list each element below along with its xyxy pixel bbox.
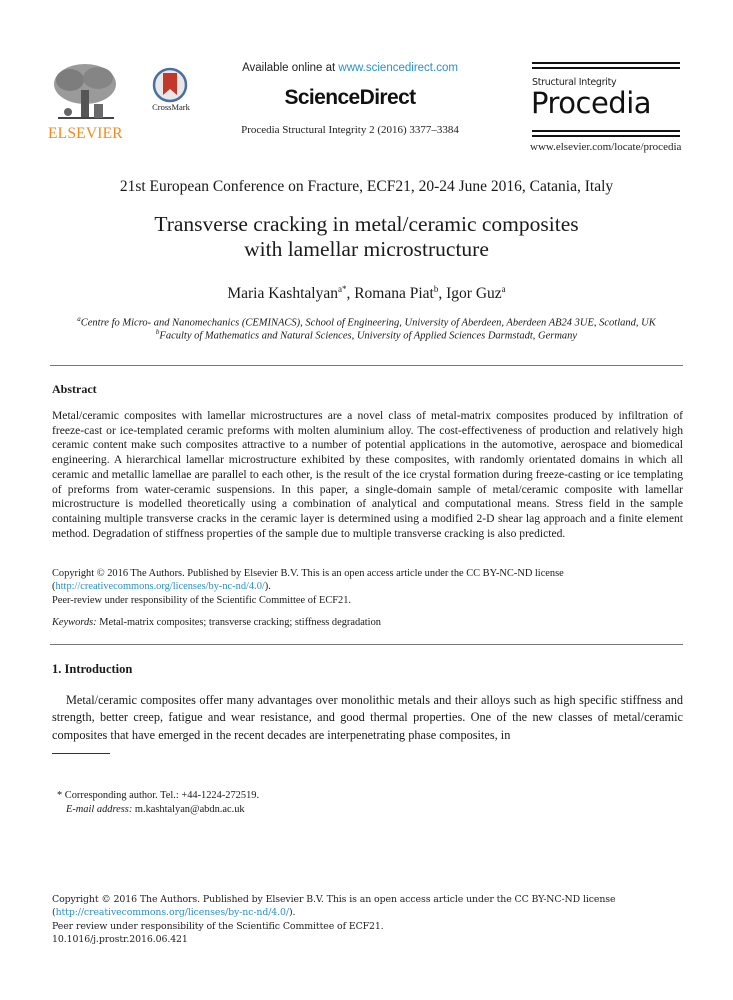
procedia-wordmark: Procedia (531, 86, 652, 120)
affiliation-a (0, 315, 733, 329)
conference-line: 21st European Conference on Fracture, ECF21, 20-24 June 2016, Catania, Italy (119, 178, 614, 195)
author-sup: b (433, 284, 439, 294)
journal-reference: Procedia Structural Integrity 2 (2016) 3377–3384 (241, 124, 459, 136)
license-link[interactable]: http://creativecommons.org/licenses/by-nc-nd/4.0/ (55, 581, 265, 593)
email-label: E-mail address: (66, 803, 133, 815)
crossmark-icon[interactable] (152, 67, 188, 107)
footer-block (52, 893, 692, 947)
paper-title (0, 212, 733, 262)
sciencedirect-link[interactable]: www.sciencedirect.com (338, 62, 458, 74)
introduction-body: Metal/ceramic composites offer many advantages over monolithic metals and their alloys such as high specific stiffness and strength, better creep, fatigue and wear resistance, and good thermal properties. One of the new classes of metal/ceramic composites that have emerged in the recent decades are interpenetrating phase composites, in (52, 693, 683, 742)
peer-review-note: Peer-review under responsibility of the Scientific Committee of ECF21. (52, 594, 352, 606)
footer-peer-review: Peer review under responsibility of the Scientific Committee of ECF21. (52, 920, 384, 932)
affiliation-sup: b (155, 328, 160, 336)
author-name: Igor Guz (446, 285, 502, 303)
footer-license-link[interactable]: http://creativecommons.org/licenses/by-nc-nd/4.0/ (55, 907, 289, 919)
keywords-line (52, 617, 683, 628)
procedia-top-rule-1 (532, 62, 680, 64)
copyright-notice: Copyright © 2016 The Authors. Published by Elsevier B.V. This is an open access article under the CC BY-NC-ND license (52, 568, 564, 579)
author-sep: , (438, 285, 447, 303)
available-online-line (200, 62, 500, 74)
procedia-bottom-rule-1 (532, 130, 680, 132)
abstract-copyright-block (52, 567, 683, 607)
procedia-bottom-rule-2 (532, 135, 680, 137)
title-line-1: Transverse cracking in metal/ceramic composites (154, 212, 579, 236)
author-name: Maria Kashtalyan (227, 285, 338, 303)
license-line: (http://creativecommons.org/licenses/by-nc-nd/4.0/). (52, 581, 271, 593)
footer-copyright: Copyright © 2016 The Authors. Published by Elsevier B.V. This is an open access article under the CC BY-NC-ND license (52, 894, 616, 905)
footer-license-line: (http://creativecommons.org/licenses/by-nc-nd/4.0/). (52, 907, 296, 919)
author-sep: , (346, 285, 355, 303)
sciencedirect-wordmark: ScienceDirect (284, 86, 416, 109)
journal-series: Structural Integrity (532, 77, 617, 88)
corresponding-author-footnote (57, 789, 259, 816)
doi[interactable]: 10.1016/j.prostr.2016.06.421 (52, 934, 188, 946)
author-name: Romana Piat (354, 285, 434, 303)
procedia-top-rule-2 (532, 67, 680, 69)
email-address[interactable]: m.kashtalyan@abdn.ac.uk (134, 803, 245, 815)
affiliation-text: Centre fo Micro- and Nanomechanics (CEMINACS), School of Engineering, University of Aberdeen, Aberdeen AB24 3UE, Scotland, UK (80, 317, 656, 329)
abstract-body: Metal/ceramic composites with lamellar microstructures are a novel class of metal-matrix composites produced by infiltration of freeze-cast or ice-templated ceramic preforms with molten aluminium alloy. The cost-effectiveness of production and relatively high ceramic content make such composites attractive to a number of potential applications in the automotive, aerospace and biomedical engineering. A hierarchical lamellar microstructure exhibited by these composites, with randomly orientated domains in which all ceramic and metallic lamellae are parallel to each other, is the result of the ice crystal formation during freeze-casting or ice templating of preforms from water-ceramic suspensions. In this paper, a single-domain sample of metal/ceramic composite with lamellar microstructure is modelled theoretically using a combination of analytical and computational means. Stress field in the sample containing multiple transverse cracks in the ceramic layer is determined using a modified 2-D shear lag approach and a finite element method. Degradation of stiffness properties of the sample due to multiple transverse cracking is also predicted. (52, 409, 683, 540)
author-sup: a* (337, 284, 347, 294)
affiliation-sup: a (77, 315, 81, 323)
available-prefix: Available online at (242, 62, 339, 74)
footnote-divider (52, 753, 110, 754)
author-list (0, 284, 733, 303)
keywords-label: Keywords: (52, 617, 97, 628)
abstract-top-divider (50, 365, 683, 366)
corresponding-author: * Corresponding author. Tel.: +44-1224-272519. (57, 790, 260, 801)
affiliation-text: Faculty of Mathematics and Natural Sciences, University of Applied Sciences Darmstadt, Germany (159, 330, 578, 342)
abstract-bottom-divider (50, 644, 683, 645)
author-sup: a (501, 284, 506, 294)
title-line-2: with lamellar microstructure (244, 237, 489, 261)
affiliation-b (0, 328, 733, 342)
email-line (57, 803, 259, 817)
journal-url[interactable]: www.elsevier.com/locate/procedia (530, 141, 682, 153)
keywords-list: Metal-matrix composites; transverse cracking; stiffness degradation (99, 617, 381, 628)
elsevier-wordmark: ELSEVIER (48, 125, 123, 142)
introduction-heading: 1. Introduction (52, 662, 133, 676)
abstract-heading: Abstract (52, 382, 97, 396)
crossmark-label: CrossMark (152, 102, 190, 112)
